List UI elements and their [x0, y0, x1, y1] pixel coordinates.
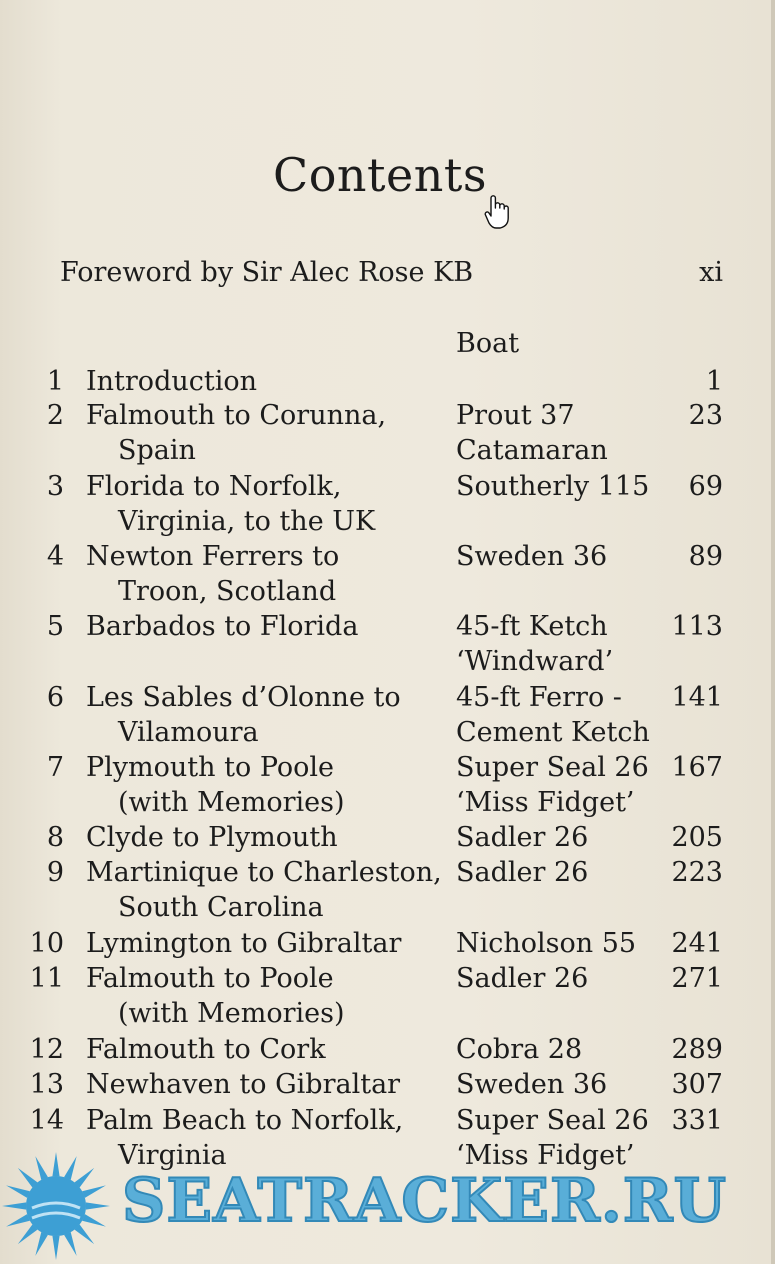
page-number: 113 — [671, 611, 723, 642]
chapter-number: 9 — [46, 857, 64, 888]
chapter-number: 5 — [46, 611, 64, 642]
page-number: 69 — [688, 471, 723, 502]
chapter-number: 8 — [46, 822, 64, 853]
sun-ray — [18, 1168, 38, 1188]
chapter-title-continued: Virginia — [118, 1140, 227, 1171]
foreword-page-number: xi — [699, 257, 723, 288]
sun-ray — [75, 1168, 95, 1188]
boat-name: Sadler 26 — [456, 822, 589, 853]
page-number: 307 — [671, 1069, 723, 1100]
page-number: 141 — [671, 682, 723, 713]
boat-column-header: Boat — [456, 328, 520, 359]
boat-name: Nicholson 55 — [456, 928, 637, 959]
hand-cursor-icon — [484, 194, 510, 230]
chapter-title: Lymington to Gibraltar — [86, 928, 402, 959]
page-number: 205 — [671, 822, 723, 853]
page-number: 1 — [705, 366, 723, 397]
chapter-number: 6 — [46, 682, 64, 713]
sun-ray — [75, 1225, 95, 1245]
chapter-title-continued: Troon, Scotland — [118, 576, 337, 607]
sun-ray — [35, 1232, 48, 1256]
boat-name: 45-ft Ferro - — [456, 682, 622, 713]
boat-name-continued: Cement Ketch — [456, 717, 650, 748]
boat-name: Super Seal 26 — [456, 1105, 649, 1136]
sun-ray — [6, 1214, 30, 1227]
boat-name: Super Seal 26 — [456, 752, 649, 783]
chapter-title: Newhaven to Gibraltar — [86, 1069, 401, 1100]
chapter-title: Barbados to Florida — [86, 611, 359, 642]
page-number: 241 — [671, 928, 723, 959]
page-number: 23 — [688, 400, 723, 431]
chapter-number: 1 — [46, 366, 64, 397]
boat-name-continued: Catamaran — [456, 435, 608, 466]
chapter-title: Falmouth to Corunna, — [86, 400, 387, 431]
chapter-title: Falmouth to Poole — [86, 963, 334, 994]
chapter-number: 2 — [46, 400, 64, 431]
chapter-number: 12 — [29, 1034, 64, 1065]
page-edge — [771, 0, 775, 1264]
chapter-title-continued: (with Memories) — [118, 998, 345, 1029]
boat-name: Southerly 115 — [456, 471, 650, 502]
chapter-title: Clyde to Plymouth — [86, 822, 338, 853]
page-title: Contents — [273, 148, 487, 202]
sun-ray — [86, 1202, 110, 1209]
boat-name-continued: ‘Windward’ — [456, 646, 614, 677]
chapter-title: Falmouth to Cork — [86, 1034, 326, 1065]
boat-name: 45-ft Ketch — [456, 611, 608, 642]
chapter-title-continued: Vilamoura — [118, 717, 259, 748]
sun-ray — [2, 1202, 26, 1209]
sun-ray — [52, 1236, 59, 1260]
chapter-number: 3 — [46, 471, 64, 502]
sun-ray — [6, 1185, 30, 1198]
sun-ray — [18, 1225, 38, 1245]
chapter-number: 7 — [46, 752, 64, 783]
boat-name: Sweden 36 — [456, 541, 608, 572]
chapter-title: Martinique to Charleston, — [86, 857, 442, 888]
chapter-title-continued: Spain — [118, 435, 196, 466]
chapter-title: Florida to Norfolk, — [86, 471, 342, 502]
sun-ray — [82, 1185, 106, 1198]
boat-name: Prout 37 — [456, 400, 575, 431]
boat-name: Sadler 26 — [456, 963, 589, 994]
chapter-number: 13 — [29, 1069, 64, 1100]
chapter-number: 4 — [46, 541, 64, 572]
page-number: 271 — [671, 963, 723, 994]
page-number: 167 — [671, 752, 723, 783]
sun-ray — [82, 1214, 106, 1227]
chapter-number: 14 — [29, 1105, 64, 1136]
boat-name-continued: ‘Miss Fidget’ — [456, 787, 635, 818]
chapter-number: 10 — [29, 928, 64, 959]
sun-icon — [0, 1148, 120, 1264]
watermark-text: SEATRACKER.RU — [122, 1166, 727, 1236]
chapter-title: Palm Beach to Norfolk, — [86, 1105, 404, 1136]
chapter-title-continued: (with Memories) — [118, 787, 345, 818]
boat-name: Cobra 28 — [456, 1034, 583, 1065]
sun-ray — [52, 1152, 59, 1176]
chapter-number: 11 — [29, 963, 64, 994]
sun-ray — [64, 1156, 77, 1180]
chapter-title-continued: South Carolina — [118, 892, 324, 923]
page-number: 89 — [688, 541, 723, 572]
page-number: 223 — [671, 857, 723, 888]
chapter-title: Introduction — [86, 366, 257, 397]
boat-name: Sadler 26 — [456, 857, 589, 888]
chapter-title-continued: Virginia, to the UK — [118, 506, 376, 537]
sun-ray — [35, 1156, 48, 1180]
chapter-title: Newton Ferrers to — [86, 541, 340, 572]
chapter-title: Les Sables d’Olonne to — [86, 682, 401, 713]
page-number: 289 — [671, 1034, 723, 1065]
sun-ray — [64, 1232, 77, 1256]
boat-name-continued: ‘Miss Fidget’ — [456, 1140, 635, 1171]
boat-name: Sweden 36 — [456, 1069, 608, 1100]
page-number: 331 — [671, 1105, 723, 1136]
chapter-title: Plymouth to Poole — [86, 752, 335, 783]
foreword-title: Foreword by Sir Alec Rose KB — [60, 257, 474, 288]
